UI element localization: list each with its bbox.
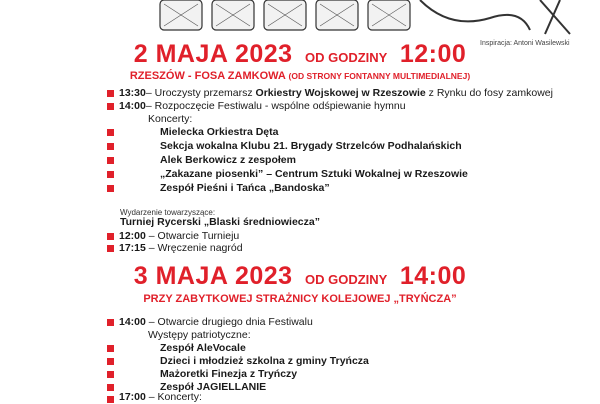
bullet-square <box>107 384 114 391</box>
day1-place-note: (OD STRONY FONTANNY MULTIMEDIALNEJ) <box>288 71 471 81</box>
bullet-square <box>107 90 114 97</box>
day2-patriotic-4: Zespół JAGIELLANIE <box>160 381 267 393</box>
day1-item-2 <box>119 100 406 113</box>
day2-patriotic-2: Dzieci i młodzież szkolna z gminy Tryńcza <box>160 355 369 367</box>
item-time: 17:00 <box>119 391 146 403</box>
bullet-square <box>107 143 114 150</box>
bullet-square <box>107 233 114 240</box>
day2-patriotic-3: Mażoretki Finezja z Tryńczy <box>160 368 298 380</box>
day2-hour: 14:00 <box>399 262 467 290</box>
bullet-square <box>107 157 114 164</box>
day1-date: 2 MAJA 2023 <box>133 40 293 68</box>
item-text-post: z Rynku do fosy zamkowej <box>425 87 553 99</box>
item-text: – Wręczenie nagród <box>148 242 243 254</box>
item-text: – Uroczysty przemarsz <box>145 87 256 99</box>
item-time: 14:00 <box>119 100 146 112</box>
bullet-square <box>107 319 114 326</box>
bullet-square <box>107 185 114 192</box>
day1-concert-2: Sekcja wokalna Klubu 21. Brygady Strzelców Podhalańskich <box>160 140 462 152</box>
figure-outline <box>420 0 530 30</box>
day1-place-name: RZESZÓW - FOSA ZAMKOWA <box>129 70 286 82</box>
bullet-square <box>107 371 114 378</box>
day2-last-item <box>119 391 202 404</box>
day2-place: PRZY ZABYTKOWEJ STRAŻNICY KOLEJOWEJ „TRYŃCZA” <box>143 293 457 305</box>
item-bold: Orkiestry Wojskowej w Rzeszowie <box>255 87 426 99</box>
day2-from: OD GODZINY <box>305 272 388 287</box>
day1-header <box>0 40 600 69</box>
item-text: – Otwarcie Turnieju <box>148 230 240 242</box>
day1-hour: 12:00 <box>399 40 467 68</box>
item-time: 13:30 <box>119 87 146 99</box>
day1-concert-5: Zespół Pieśni i Tańca „Bandoska” <box>160 182 330 194</box>
item-text: – Otwarcie drugiego dnia Festiwalu <box>148 316 313 328</box>
illustration-credit: Inspiracja: Antoni Wasilewski <box>480 40 570 47</box>
side-event-title: Turniej Rycerski „Blaski średniowiecza” <box>120 216 320 228</box>
day1-from: OD GODZINY <box>305 50 388 65</box>
day1-concert-3: Alek Berkowicz z zespołem <box>160 154 296 166</box>
day1-item-1 <box>119 87 553 100</box>
item-text: – Koncerty: <box>148 391 202 403</box>
bullet-square <box>107 358 114 365</box>
day2-item-1 <box>119 316 313 329</box>
drums-illustration <box>150 0 590 42</box>
day1-concerts-label: Koncerty: <box>148 113 193 125</box>
bullet-square <box>107 103 114 110</box>
item-text: – Rozpoczęcie Festiwalu - wspólne odśpiewanie hymnu <box>145 100 406 112</box>
item-time: 14:00 <box>119 316 146 328</box>
day1-place <box>0 70 600 82</box>
bullet-square <box>107 245 114 252</box>
day2-patriotic-label: Występy patriotyczne: <box>148 329 251 341</box>
side-event-label: Wydarzenie towarzyszące: <box>120 208 216 217</box>
side-item-2 <box>119 242 243 255</box>
day1-concert-1: Mielecka Orkiestra Dęta <box>160 126 279 138</box>
day2-header <box>0 262 600 291</box>
bullet-square <box>107 129 114 136</box>
day2-patriotic-1: Zespół AleVocale <box>160 342 246 354</box>
day1-concert-4: „Zakazane piosenki” – Centrum Sztuki Wokalnej w Rzeszowie <box>160 168 468 180</box>
bullet-square <box>107 345 114 352</box>
day2-date: 3 MAJA 2023 <box>133 262 293 290</box>
item-time: 12:00 <box>119 230 146 242</box>
bullet-square <box>107 171 114 178</box>
item-time: 17:15 <box>119 242 146 254</box>
